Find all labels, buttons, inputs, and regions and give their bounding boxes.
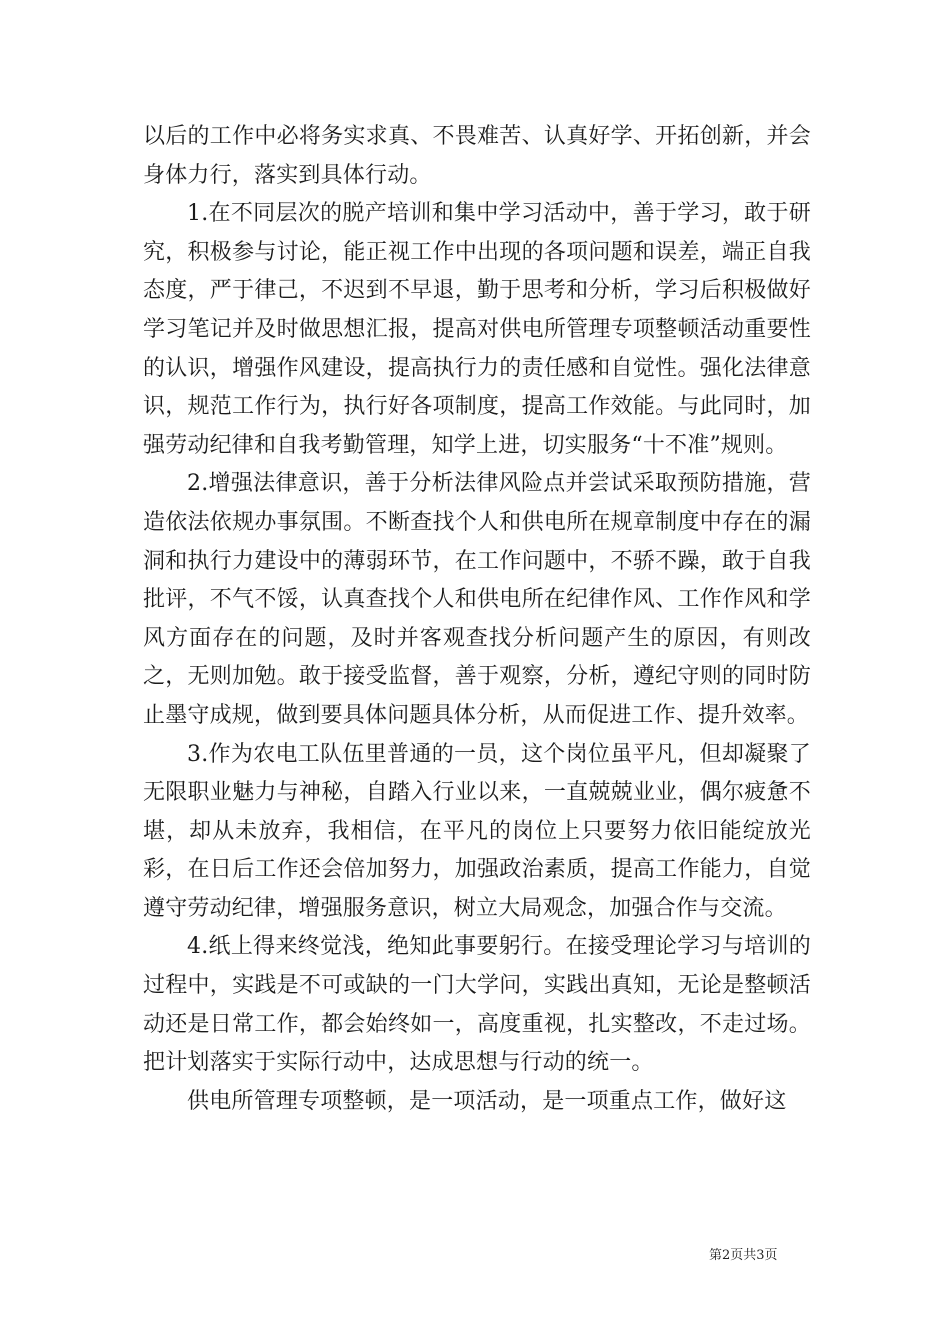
paragraph-item-2: 2.增强法律意识，善于分析法律风险点并尝试采取预防措施，营造依法依规办事氛围。不断查找个人和供电所在规章制度中存在的漏洞和执行力建设中的薄弱环节，在工作问题中，不骄不躁，敢于自我批评，不气不馁，认真查找个人和供电所在纪律作风、工作作风和学风方面存在的问题，及时并客观查找分析问题产生的原因，有则改之，无则加勉。敢于接受监督，善于观察，分析，遵纪守则的同时防止墨守成规，做到要具体问题具体分析，从而促进工作、提升效率。 (143, 471, 811, 728)
page-number-footer: 第2页共3页 (709, 1248, 778, 1263)
paragraph-item-4: 4.纸上得来终觉浅，绝知此事要躬行。在接受理论学习与培训的过程中，实践是不可或缺的一门大学问，实践出真知，无论是整顿活动还是日常工作，都会始终如一，高度重视，扎实整改，不走过场。把计划落实于实际行动中，达成思想与行动的统一。 (143, 934, 811, 1076)
paragraph-item-3: 3.作为农电工队伍里普通的一员，这个岗位虽平凡，但却凝聚了无限职业魅力与神秘，自踏入行业以来，一直兢兢业业，偶尔疲惫不堪，却从未放弃，我相信，在平凡的岗位上只要努力依旧能绽放光彩，在日后工作还会倍加努力，加强政治素质，提高工作能力，自觉遵守劳动纪律，增强服务意识，树立大局观念，加强合作与交流。 (143, 741, 811, 921)
paragraph-continuation: 以后的工作中必将务实求真、不畏难苦、认真好学、开拓创新，并会身体力行，落实到具体行动。 (143, 124, 811, 188)
document-body (143, 118, 811, 1121)
paragraph-item-1: 1.在不同层次的脱产培训和集中学习活动中，善于学习，敢于研究，积极参与讨论，能正视工作中出现的各项问题和误差，端正自我态度，严于律己，不迟到不早退，勤于思考和分析，学习后积极做好学习笔记并及时做思想汇报，提高对供电所管理专项整顿活动重要性的认识，增强作风建设，提高执行力的责任感和自觉性。强化法律意识，规范工作行为，执行好各项制度，提高工作效能。与此同时，加强劳动纪律和自我考勤管理，知学上进，切实服务“十不准”规则。 (143, 201, 811, 458)
paragraph-closing: 供电所管理专项整顿，是一项活动，是一项重点工作，做好这 (187, 1088, 787, 1114)
